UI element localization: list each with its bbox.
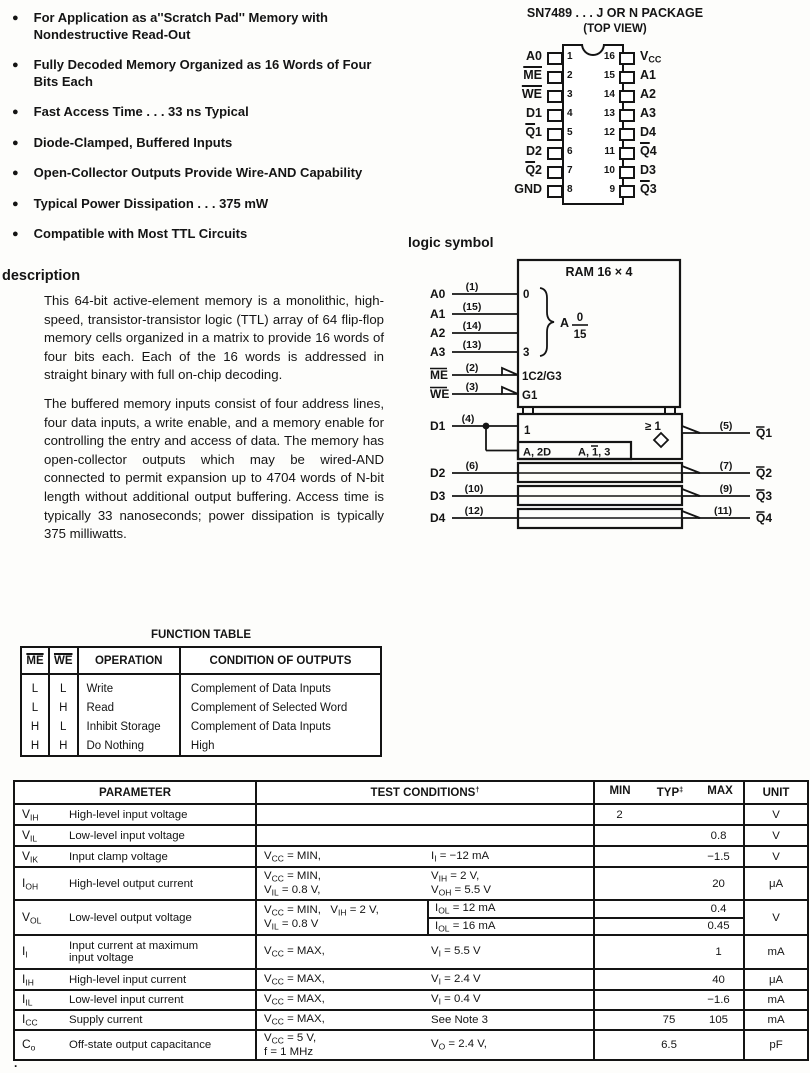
- pin-right: [619, 109, 635, 122]
- pin-label-right: $\overline{Q}4$: [640, 144, 657, 158]
- value-typ: [644, 900, 694, 918]
- pin-label-right: A1: [640, 68, 656, 82]
- pin-right: [619, 147, 635, 160]
- test-condition-right: [428, 825, 594, 846]
- d2-label: D2: [430, 466, 446, 480]
- unit-cell: mA: [744, 990, 808, 1010]
- we-pin: (3): [465, 381, 479, 393]
- param-symbol: $I_{IH}$: [14, 969, 59, 990]
- pin-number-left: 7: [567, 165, 573, 176]
- function-table-cell: High: [190, 739, 215, 752]
- feature-text: For Application as a''Scratch Pad'' Memory with Nondestructive Read-Out: [33, 10, 328, 42]
- param-name: Off-state output capacitance: [59, 1030, 256, 1060]
- value-typ: [644, 804, 694, 825]
- me-polarity-triangle: [502, 368, 518, 375]
- a2-label: A2: [430, 326, 446, 340]
- param-name: Supply current: [59, 1010, 256, 1030]
- test-condition-left: $V_{CC}$ = MAX,: [256, 969, 428, 990]
- q3-polarity-triangle: [682, 489, 700, 496]
- frac-bottom: 15: [573, 329, 587, 341]
- test-condition-right: $V_I = 0.4$ V: [428, 990, 594, 1010]
- value-min: [594, 969, 644, 990]
- param-name: High-level input current: [59, 969, 256, 990]
- feature-text: Typical Power Dissipation . . . 375 mW: [33, 195, 269, 211]
- addr-bottom: 3: [523, 347, 530, 359]
- pin-label-left: $\overline{ME}$: [523, 68, 542, 82]
- function-table-row: [21, 717, 381, 736]
- param-symbol: $I_{IL}$: [14, 990, 59, 1010]
- d3-label: D3: [430, 489, 446, 503]
- cell-one-label: 1: [524, 425, 531, 437]
- feature-item: [12, 165, 384, 182]
- value-max: 1: [694, 935, 744, 969]
- a1-pin: (15): [462, 301, 482, 313]
- unit-cell: V: [744, 900, 808, 935]
- value-typ: 6.5: [644, 1030, 694, 1060]
- function-table-row: [21, 698, 381, 717]
- me-pin: (2): [465, 362, 479, 374]
- pin-label-left: A0: [526, 49, 542, 63]
- description-heading: description: [2, 268, 81, 284]
- value-max: [694, 804, 744, 825]
- pin-left: [547, 109, 563, 122]
- function-table-header: $\overline{WE}$: [49, 647, 78, 674]
- col-header-typ: TYP‡: [656, 785, 684, 800]
- pin-right: [619, 90, 635, 103]
- function-table-title: FUNCTION TABLE: [150, 629, 252, 641]
- value-max: −1.5: [694, 846, 744, 867]
- function-table-cell: Write: [78, 674, 180, 698]
- pin-number-left: 3: [567, 89, 573, 100]
- test-condition-left: $V_{CC}$ = MIN, $V_{IH} = 2$ V, $V_{IL} = 0.8$ V: [256, 900, 428, 935]
- value-max: 0.4: [694, 900, 744, 918]
- value-max: 40: [694, 969, 744, 990]
- data-label-left: A, 2D: [523, 446, 552, 459]
- pin-number-left: 1: [567, 51, 573, 62]
- function-table-cell: H: [21, 736, 49, 756]
- electrical-characteristics-table: [13, 780, 809, 1061]
- pin-label-left: D1: [526, 106, 542, 120]
- pin-label-left: $\overline{Q}1$: [525, 125, 542, 139]
- param-name: Low-level input voltage: [59, 825, 256, 846]
- function-table-header-row: [21, 647, 381, 674]
- pin-number-right: 14: [603, 89, 615, 100]
- value-typ: [644, 935, 694, 969]
- description-body: [44, 292, 384, 554]
- function-table-cell: L: [21, 674, 49, 698]
- pin-number-right: 13: [603, 108, 615, 119]
- pin-number-right: 16: [603, 51, 615, 62]
- elec-table-row: [14, 825, 808, 846]
- pin-right: [619, 185, 635, 198]
- function-table-cell: Complement of Data Inputs: [190, 682, 331, 695]
- value-typ: [644, 969, 694, 990]
- feature-item: [12, 196, 384, 213]
- pin-number-right: 15: [603, 70, 615, 81]
- elec-table-row: [14, 990, 808, 1010]
- unit-cell: mA: [744, 1010, 808, 1030]
- addr-top: 0: [523, 289, 530, 301]
- feature-item: [12, 57, 384, 90]
- value-max: 0.8: [694, 825, 744, 846]
- test-condition-right: $V_{IH} = 2$ V, $V_{OH} = 5.5$ V: [428, 867, 594, 900]
- pin-left: [547, 185, 563, 198]
- feature-text: Fully Decoded Memory Organized as 16 Words of Four Bits Each: [33, 57, 372, 89]
- param-name: High-level input voltage: [59, 804, 256, 825]
- bullet-icon: ●: [12, 197, 19, 210]
- me-func-label: 1C2/G3: [522, 371, 562, 383]
- col-header-min-typ-max: [594, 781, 744, 804]
- test-condition-left: $V_{CC}$ = MIN, $V_{IL} = 0.8$ V,: [256, 867, 428, 900]
- function-table-cell: Inhibit Storage: [78, 717, 180, 736]
- unit-cell: μA: [744, 969, 808, 990]
- function-table-header: OPERATION: [78, 647, 180, 674]
- or-label: ≥ 1: [645, 421, 661, 433]
- pin-label-right: D4: [640, 125, 656, 139]
- test-condition-left: [256, 825, 428, 846]
- pin-left: [547, 52, 563, 65]
- pin-number-left: 8: [567, 184, 573, 195]
- unit-cell: V: [744, 846, 808, 867]
- value-max: 20: [694, 867, 744, 900]
- function-table: [20, 646, 382, 757]
- bullet-icon: ●: [12, 167, 19, 179]
- bullet-icon: ●: [12, 228, 19, 240]
- q1-pin: (5): [719, 420, 733, 432]
- function-table-header: CONDITION OF OUTPUTS: [180, 647, 381, 674]
- function-table-row: [21, 736, 381, 756]
- test-condition-sub: $I_{OL} = 16$ mA: [428, 918, 594, 936]
- value-typ: 75: [644, 1010, 694, 1030]
- value-typ: [644, 825, 694, 846]
- q1-label: Q1: [756, 426, 773, 440]
- q2-polarity-triangle: [682, 466, 700, 473]
- function-table-cell: H: [49, 736, 78, 756]
- bullet-icon: ●: [12, 59, 19, 71]
- a3-label: A3: [430, 345, 446, 359]
- we-label: WE: [430, 387, 450, 401]
- value-typ: [644, 918, 694, 936]
- address-brace: [540, 288, 554, 356]
- param-symbol: $V_{IK}$: [14, 846, 59, 867]
- value-min: [594, 825, 644, 846]
- col-header-min: MIN: [609, 785, 631, 798]
- elec-table-row: [14, 846, 808, 867]
- pin-number-right: 12: [603, 127, 615, 138]
- pin-number-right: 9: [609, 184, 615, 195]
- pin-label-right: A3: [640, 106, 656, 120]
- elec-table-row: [14, 1010, 808, 1030]
- elec-table-row: [14, 935, 808, 969]
- bullet-icon: ●: [12, 12, 19, 24]
- unit-cell: μA: [744, 867, 808, 900]
- pin-number-left: 2: [567, 70, 573, 81]
- logic-symbol-diagram: [428, 252, 810, 538]
- q2-label: Q2: [756, 466, 773, 480]
- feature-list: [12, 10, 384, 257]
- param-symbol: $I_I$: [14, 935, 59, 969]
- test-condition-right: See Note 3: [428, 1010, 594, 1030]
- value-min: [594, 900, 644, 918]
- elec-table-row: [14, 867, 808, 900]
- elec-table-row: [14, 1030, 808, 1060]
- description-paragraph-1: This 64-bit active-element memory is a monolithic, high-speed, transistor-transistor logic (TTL) array of 64 flip-flop memory cells organized in a matrix to provide 16 words of four bits each. Each of the 16 words is addressed in straight binary with full on-chip decoding.: [44, 293, 384, 383]
- test-condition-left: [256, 804, 428, 825]
- function-table-section: [20, 629, 382, 757]
- d1-pin: (4): [461, 413, 475, 425]
- pin-right: [619, 166, 635, 179]
- package-subtitle: (TOP VIEW): [583, 23, 647, 35]
- a0-label: A0: [430, 287, 446, 301]
- feature-text: Compatible with Most TTL Circuits: [33, 226, 248, 241]
- open-collector-diamond: [654, 433, 668, 447]
- function-table-cell: L: [49, 674, 78, 698]
- d4-label: D4: [430, 511, 446, 525]
- data-label-right: A, 1, 3: [578, 446, 611, 459]
- a2-pin: (14): [462, 320, 482, 332]
- d3-pin: (10): [464, 483, 484, 495]
- a-group-label: A: [560, 316, 570, 330]
- function-table-cell: Complement of Data Inputs: [190, 720, 331, 733]
- feature-item: [12, 104, 384, 121]
- pin-number-right: 11: [604, 146, 615, 157]
- test-condition-right: $V_I = 2.4$ V: [428, 969, 594, 990]
- value-min: [594, 1030, 644, 1060]
- param-symbol: $I_{CC}$: [14, 1010, 59, 1030]
- value-max: −1.6: [694, 990, 744, 1010]
- elec-table-row: [14, 969, 808, 990]
- pin-label-right: $V_{CC}$: [640, 49, 662, 65]
- param-name: Low-level input current: [59, 990, 256, 1010]
- feature-text: Fast Access Time . . . 33 ns Typical: [33, 104, 249, 119]
- param-name: High-level output current: [59, 867, 256, 900]
- pin-right: [619, 128, 635, 141]
- package-pinout-diagram: [428, 36, 800, 212]
- function-table-row: [21, 674, 381, 698]
- value-min: [594, 918, 644, 936]
- q4-label: Q4: [756, 511, 773, 525]
- pin-label-left: D2: [526, 144, 542, 158]
- value-max: 0.45: [694, 918, 744, 936]
- we-polarity-triangle: [502, 387, 518, 394]
- pin-left: [547, 166, 563, 179]
- value-typ: [644, 990, 694, 1010]
- pin-label-right: A2: [640, 87, 656, 101]
- param-symbol: $V_{IL}$: [14, 825, 59, 846]
- logic-symbol-heading: logic symbol: [408, 234, 494, 250]
- pin-number-left: 4: [567, 108, 573, 119]
- d2-pin: (6): [465, 460, 479, 472]
- function-table-cell: L: [49, 717, 78, 736]
- ic-body: [562, 44, 624, 205]
- q1-polarity-triangle: [682, 426, 700, 433]
- feature-item: [12, 10, 384, 43]
- value-max: [694, 1030, 744, 1060]
- function-table-header: $\overline{ME}$: [21, 647, 49, 674]
- col-header-parameter: PARAMETER: [99, 786, 171, 799]
- col-header-max: MAX: [707, 785, 733, 798]
- d4-pin: (12): [464, 505, 484, 517]
- pin-right: [619, 71, 635, 84]
- a0-pin: (1): [465, 281, 479, 293]
- pin-left: [547, 147, 563, 160]
- pin-label-right: D3: [640, 163, 656, 177]
- pin-label-left: $\overline{Q}2$: [525, 163, 542, 177]
- ram-title: RAM 16 × 4: [565, 265, 633, 279]
- pin-left: [547, 128, 563, 141]
- value-min: [594, 867, 644, 900]
- unit-cell: pF: [744, 1030, 808, 1060]
- footnote-mark: .: [14, 1056, 18, 1070]
- value-min: [594, 990, 644, 1010]
- test-condition-right: [428, 804, 594, 825]
- test-condition-left: $V_{CC}$ = MIN,: [256, 846, 428, 867]
- value-typ: [644, 846, 694, 867]
- param-symbol: $I_{OH}$: [14, 867, 59, 900]
- param-name: Low-level output voltage: [59, 900, 256, 935]
- function-table-cell: Complement of Selected Word: [190, 701, 348, 714]
- bullet-icon: ●: [12, 106, 19, 118]
- test-condition-left: $V_{CC}$ = MAX,: [256, 1010, 428, 1030]
- param-symbol: $V_{IH}$: [14, 804, 59, 825]
- function-table-cell: Read: [78, 698, 180, 717]
- pin-right: [619, 52, 635, 65]
- elec-table-row: [14, 804, 808, 825]
- q3-pin: (9): [719, 483, 733, 495]
- col-header-test-conditions: TEST CONDITIONS†: [256, 781, 594, 804]
- d1-label: D1: [430, 419, 446, 433]
- pin-left: [547, 90, 563, 103]
- param-symbol: $V_{OL}$: [14, 900, 59, 935]
- feature-text: Diode-Clamped, Buffered Inputs: [33, 134, 233, 150]
- unit-cell: V: [744, 825, 808, 846]
- test-condition-sub: $I_{OL} = 12$ mA: [428, 900, 594, 918]
- pin-label-left: $\overline{WE}$: [521, 87, 542, 101]
- test-condition-left: $V_{CC}$ = MAX,: [256, 990, 428, 1010]
- test-condition-left: $V_{CC} = 5$ V, f = 1 MHz: [256, 1030, 428, 1060]
- test-condition-right: $V_I = 5.5$ V: [428, 935, 594, 969]
- frac-top: 0: [576, 312, 584, 324]
- param-name: Input clamp voltage: [59, 846, 256, 867]
- a3-pin: (13): [462, 339, 482, 351]
- value-min: 2: [594, 804, 644, 825]
- we-func-label: G1: [522, 390, 538, 402]
- function-table-cell: H: [49, 698, 78, 717]
- q3-label: Q3: [756, 489, 773, 503]
- pin-number-left: 5: [567, 127, 573, 138]
- a1-label: A1: [430, 307, 446, 321]
- logic-main-box: [518, 260, 680, 407]
- function-table-cell: H: [21, 717, 49, 736]
- param-name: Input current at maximum input voltage: [59, 935, 256, 969]
- bullet-icon: ●: [12, 136, 19, 149]
- description-paragraph-2: The buffered memory inputs consist of four address lines, four data inputs, a write enable, and a memory enable for controlling the entry and access of data. The memory has open-collector outputs which may be wired-AND connected to permit expansion up to 4704 words of N-bit length without additional output buffering. Access time is typically 33 nanoseconds; power dissipation is typically 375 milliwatts.: [44, 395, 384, 542]
- pin-label-right: $\overline{Q}3$: [640, 182, 657, 196]
- unit-cell: mA: [744, 935, 808, 969]
- pin-number-right: 10: [603, 165, 615, 176]
- feature-text: Open-Collector Outputs Provide Wire-AND Capability: [33, 165, 363, 180]
- value-min: [594, 935, 644, 969]
- package-title: SN7489 . . . J OR N PACKAGE: [526, 6, 704, 20]
- test-condition-right: $V_O = 2.4$ V,: [428, 1030, 594, 1060]
- col-header-unit: UNIT: [744, 781, 808, 804]
- test-condition-left: $V_{CC}$ = MAX,: [256, 935, 428, 969]
- q4-polarity-triangle: [682, 511, 700, 518]
- feature-item: [12, 226, 384, 243]
- value-min: [594, 846, 644, 867]
- q2-pin: (7): [719, 460, 733, 472]
- value-max: 105: [694, 1010, 744, 1030]
- function-table-cell: L: [21, 698, 49, 717]
- value-min: [594, 1010, 644, 1030]
- pin-number-left: 6: [567, 146, 573, 157]
- q4-pin: (11): [713, 505, 733, 517]
- test-condition-right: $I_I = -12$ mA: [428, 846, 594, 867]
- elec-table-row: [14, 900, 808, 918]
- pin-label-left: GND: [514, 182, 542, 196]
- me-label: ME: [430, 368, 448, 382]
- feature-item: [12, 135, 384, 152]
- param-symbol: $C_o$: [14, 1030, 59, 1060]
- pin-left: [547, 71, 563, 84]
- value-typ: [644, 867, 694, 900]
- d1-junction-dot: [483, 423, 490, 430]
- function-table-cell: Do Nothing: [78, 736, 180, 756]
- unit-cell: V: [744, 804, 808, 825]
